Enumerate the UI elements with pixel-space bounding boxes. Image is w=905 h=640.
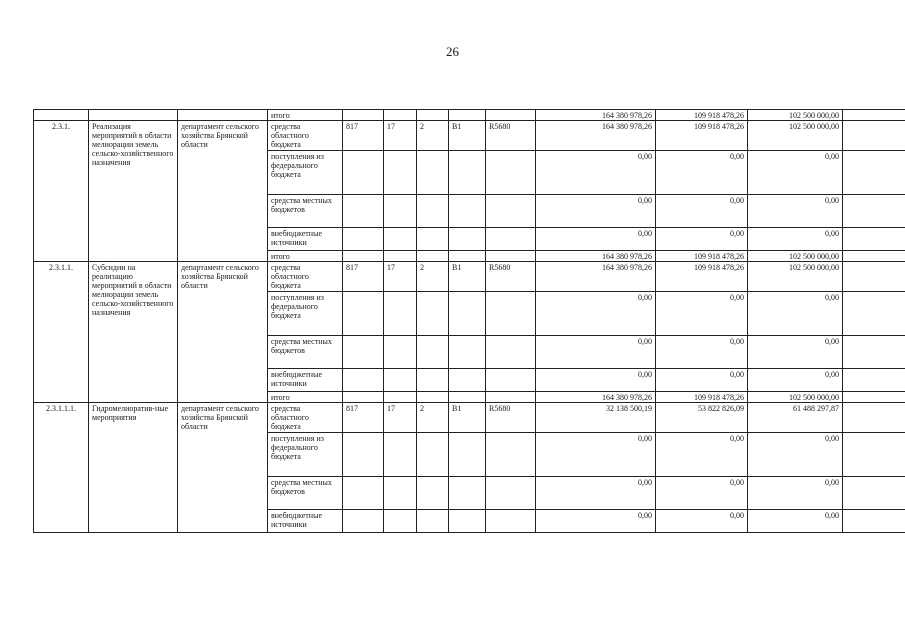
code-direction [486, 195, 536, 228]
value-year-2: 109 918 478,26 [656, 262, 748, 292]
code-program: 17 [384, 262, 417, 292]
value-year-1: 0,00 [536, 151, 656, 195]
value-year-1: 32 138 500,19 [536, 403, 656, 433]
code-subprogram: 2 [417, 262, 449, 292]
code-program [384, 510, 417, 533]
code-program [384, 195, 417, 228]
value-year-2: 109 918 478,26 [656, 110, 748, 121]
code-admin [343, 110, 384, 121]
code-event [449, 228, 486, 251]
code-subprogram [417, 477, 449, 510]
code-subprogram [417, 292, 449, 336]
empty-cell [843, 121, 905, 151]
code-admin [343, 510, 384, 533]
code-admin [343, 392, 384, 403]
source-label: внебюджетные источники [268, 228, 343, 251]
code-direction [486, 477, 536, 510]
value-year-1: 0,00 [536, 195, 656, 228]
value-year-1: 0,00 [536, 433, 656, 477]
code-admin: 817 [343, 121, 384, 151]
source-label: поступления из федерального бюджета [268, 151, 343, 195]
value-year-3: 102 500 000,00 [748, 392, 843, 403]
code-admin [343, 477, 384, 510]
empty-cell [843, 403, 905, 433]
code-event [449, 477, 486, 510]
code-event [449, 110, 486, 121]
empty-cell [843, 392, 905, 403]
code-subprogram [417, 251, 449, 262]
table-body [34, 110, 905, 533]
value-year-2: 0,00 [656, 195, 748, 228]
value-year-2: 0,00 [656, 369, 748, 392]
value-year-2: 109 918 478,26 [656, 392, 748, 403]
code-event [449, 510, 486, 533]
value-year-1: 164 380 978,26 [536, 262, 656, 292]
value-year-3: 102 500 000,00 [748, 121, 843, 151]
value-year-2: 0,00 [656, 510, 748, 533]
code-admin [343, 369, 384, 392]
code-program: 17 [384, 121, 417, 151]
value-year-3: 0,00 [748, 195, 843, 228]
value-year-2: 109 918 478,26 [656, 121, 748, 151]
table-row [34, 121, 905, 151]
code-subprogram: 2 [417, 403, 449, 433]
code-event [449, 251, 486, 262]
code-event [449, 195, 486, 228]
code-program [384, 251, 417, 262]
code-subprogram [417, 392, 449, 403]
code-event [449, 336, 486, 369]
name-cell [89, 110, 178, 121]
code-subprogram [417, 110, 449, 121]
code-direction [486, 292, 536, 336]
value-year-1: 164 380 978,26 [536, 392, 656, 403]
empty-cell [843, 251, 905, 262]
value-year-1: 0,00 [536, 477, 656, 510]
code-program [384, 369, 417, 392]
source-label: поступления из федерального бюджета [268, 433, 343, 477]
item-executor: департамент сельского хозяйства Брянской области [178, 121, 268, 262]
source-label: средства областного бюджета [268, 121, 343, 151]
value-year-3: 0,00 [748, 228, 843, 251]
code-direction: R5680 [486, 121, 536, 151]
code-admin [343, 336, 384, 369]
executor-cell [178, 110, 268, 121]
value-year-2: 109 918 478,26 [656, 251, 748, 262]
code-direction [486, 110, 536, 121]
code-program [384, 151, 417, 195]
budget-table [33, 109, 905, 533]
code-subprogram [417, 369, 449, 392]
value-year-2: 53 822 826,09 [656, 403, 748, 433]
code-program [384, 336, 417, 369]
page-number: 26 [446, 44, 459, 59]
table-row [34, 403, 905, 433]
source-label: внебюджетные источники [268, 510, 343, 533]
code-direction [486, 433, 536, 477]
code-admin [343, 195, 384, 228]
value-year-3: 0,00 [748, 433, 843, 477]
source-label: средства областного бюджета [268, 403, 343, 433]
source-label: итого [268, 110, 343, 121]
value-year-3: 61 488 297,87 [748, 403, 843, 433]
empty-cell [843, 228, 905, 251]
value-year-1: 0,00 [536, 336, 656, 369]
code-subprogram [417, 336, 449, 369]
source-label: средства местных бюджетов [268, 195, 343, 228]
code-event [449, 292, 486, 336]
empty-cell [843, 110, 905, 121]
code-subprogram [417, 151, 449, 195]
item-executor: департамент сельского хозяйства Брянской области [178, 403, 268, 533]
code-subprogram: 2 [417, 121, 449, 151]
code-direction [486, 336, 536, 369]
empty-cell [843, 477, 905, 510]
table-row [34, 110, 905, 121]
code-direction [486, 151, 536, 195]
value-year-3: 102 500 000,00 [748, 262, 843, 292]
code-event [449, 433, 486, 477]
code-direction: R5680 [486, 262, 536, 292]
code-event [449, 392, 486, 403]
code-event [449, 369, 486, 392]
code-admin [343, 251, 384, 262]
source-label: внебюджетные источники [268, 369, 343, 392]
source-label: средства областного бюджета [268, 262, 343, 292]
code-subprogram [417, 433, 449, 477]
value-year-3: 0,00 [748, 369, 843, 392]
empty-cell [843, 433, 905, 477]
source-label: средства местных бюджетов [268, 477, 343, 510]
code-admin: 817 [343, 262, 384, 292]
value-year-1: 164 380 978,26 [536, 110, 656, 121]
item-code: 2.3.1.1. [34, 262, 89, 403]
item-name: Субсидии на реализацию мероприятий в области мелиорации земель сельско-хозяйственного назначения [89, 262, 178, 403]
item-code: 2.3.1. [34, 121, 89, 262]
code-cell [34, 110, 89, 121]
empty-cell [843, 151, 905, 195]
empty-cell [843, 336, 905, 369]
value-year-3: 0,00 [748, 292, 843, 336]
code-direction [486, 251, 536, 262]
value-year-2: 0,00 [656, 336, 748, 369]
value-year-2: 0,00 [656, 433, 748, 477]
code-direction [486, 392, 536, 403]
item-name: Гидромелиоратив-ные мероприятия [89, 403, 178, 533]
code-program [384, 292, 417, 336]
value-year-1: 0,00 [536, 292, 656, 336]
code-event [449, 151, 486, 195]
code-program [384, 477, 417, 510]
code-program [384, 110, 417, 121]
value-year-3: 0,00 [748, 336, 843, 369]
value-year-3: 0,00 [748, 510, 843, 533]
value-year-3: 102 500 000,00 [748, 110, 843, 121]
value-year-1: 164 380 978,26 [536, 121, 656, 151]
item-code: 2.3.1.1.1. [34, 403, 89, 533]
code-event: В1 [449, 403, 486, 433]
code-program: 17 [384, 403, 417, 433]
code-program [384, 392, 417, 403]
source-label: итого [268, 251, 343, 262]
code-direction [486, 369, 536, 392]
empty-cell [843, 369, 905, 392]
value-year-3: 102 500 000,00 [748, 251, 843, 262]
code-event: В1 [449, 121, 486, 151]
value-year-1: 0,00 [536, 228, 656, 251]
code-admin: 817 [343, 403, 384, 433]
value-year-2: 0,00 [656, 292, 748, 336]
code-subprogram [417, 195, 449, 228]
code-program [384, 228, 417, 251]
value-year-1: 164 380 978,26 [536, 251, 656, 262]
value-year-1: 0,00 [536, 510, 656, 533]
value-year-2: 0,00 [656, 477, 748, 510]
code-admin [343, 151, 384, 195]
code-direction [486, 510, 536, 533]
code-admin [343, 228, 384, 251]
value-year-1: 0,00 [536, 369, 656, 392]
code-subprogram [417, 228, 449, 251]
value-year-2: 0,00 [656, 228, 748, 251]
code-direction [486, 228, 536, 251]
item-executor: департамент сельского хозяйства Брянской области [178, 262, 268, 403]
source-label: средства местных бюджетов [268, 336, 343, 369]
value-year-3: 0,00 [748, 477, 843, 510]
code-admin [343, 292, 384, 336]
value-year-3: 0,00 [748, 151, 843, 195]
code-admin [343, 433, 384, 477]
code-direction: R5680 [486, 403, 536, 433]
table-row [34, 262, 905, 292]
value-year-2: 0,00 [656, 151, 748, 195]
source-label: поступления из федерального бюджета [268, 292, 343, 336]
item-name: Реализация мероприятий в области мелиорации земель сельско-хозяйственного назначения [89, 121, 178, 262]
code-program [384, 433, 417, 477]
source-label: итого [268, 392, 343, 403]
code-event: В1 [449, 262, 486, 292]
empty-cell [843, 195, 905, 228]
empty-cell [843, 510, 905, 533]
empty-cell [843, 262, 905, 292]
empty-cell [843, 292, 905, 336]
code-subprogram [417, 510, 449, 533]
